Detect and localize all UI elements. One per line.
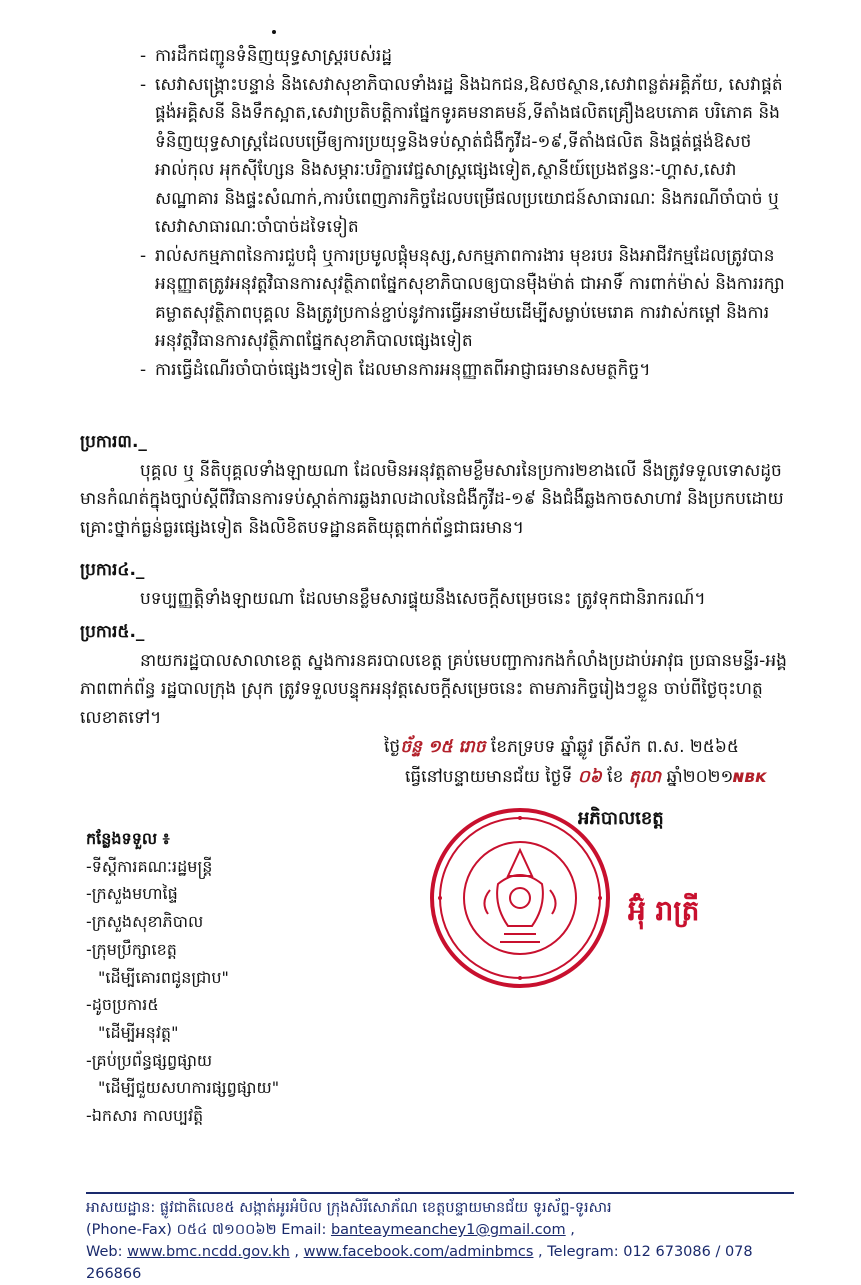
web-label: Web: [86,1244,128,1260]
facebook-link[interactable]: www.facebook.com/adminbmcs [303,1244,534,1260]
place-date-line [405,766,766,791]
handwritten-initials: ɴʙᴋ [733,767,767,787]
recipient-note: "ដើម្បីអនុវត្ត" [98,1022,179,1042]
date-prefix: ថ្ងៃ [384,737,401,757]
footer-divider [86,1192,794,1194]
article-5 [80,618,800,732]
article-text: បទប្បញ្ញត្តិទាំងឡាយណា ដែលមានខ្លឹមសារផ្ទុយនឹងសេចក្តីសម្រេចនេះ ត្រូវទុកជានិរាករណ៍។ [140,588,706,609]
article-text: នាយករដ្ឋបាលសាលាខេត្ត ស្នងការនគរបាលខេត្ត គ្រប់មេបញ្ជាការកងកំលាំងប្រដាប់អាវុធ ប្រធានមន្ទីរ-អង្គភាពពាក់ព័ន្ធ រដ្ឋបាលក្រុង ស្រុក ត្រូវទទួលបន្ទុកអនុវត្តសេចក្តីសម្រេចនេះ តាមភារកិច្ចរៀងៗខ្លួន ចាប់ពីថ្ងៃចុះហត្ថលេខាតទៅ។ [80,650,787,728]
handwritten-day: ច័ន្ទ ១៥ រោច [400,737,486,757]
bullet-item: - សេវាសង្គ្រោះបន្ទាន់ និងសេវាសុខាភិបាលទាំងរដ្ឋ និងឯកជន,ឱសថស្ថាន,សេវាពន្លត់អគ្គិភ័យ, សេវាផ្គត់ផ្គង់អគ្គិសនី និងទឹកស្អាត,សេវាប្រតិបត្តិការផ្នែកទូរគមនាគមន៍,ទីតាំងផលិតគ្រឿងឧបភោគ បរិភោគ និងទំនិញយុទ្ធសាស្ត្រដែលបម្រើឲ្យការប្រយុទ្ធនិងទប់ស្កាត់ជំងឺកូវីដ-១៩,ទីតាំងផលិត និងផ្គត់ផ្គង់ឱសថ អាល់កុល អុកស៊ីហ្សែន និងសម្ភារៈបរិក្ខារវេជ្ជសាស្ត្រផ្សេងទៀត,ស្ថានីយ៍ប្រេងឥន្ធនៈ-ហ្គាស,សេវាសណ្ឋាគារ និងផ្ទះសំណាក់,ការបំពេញភារកិច្ចដែលបម្រើផលប្រយោជន៍សាធារណៈ និងករណីចាំបាច់ ឬសេវាសាធារណៈចាំបាច់ដទៃទៀត [140,71,800,242]
bullet-item: - ការធ្វើដំណើរចាំបាច់ផ្សេងៗទៀត ដែលមានការអនុញ្ញាតពីអាជ្ញាធរមានសមត្ថកិច្ច។ [140,356,800,385]
website-link[interactable]: www.bmc.ncdd.gov.kh [127,1244,290,1260]
recipient-item: -ឯកសារ កាលប្បវត្តិ [86,1106,204,1126]
lunar-date-line [384,736,739,761]
article-text: បុគ្គល ឬ នីតិបុគ្គលទាំងឡាយណា ដែលមិនអនុវត្តតាមខ្លឹមសារនៃប្រការ២ខាងលើ នឹងត្រូវទទួលទោសដូចមានកំណត់ក្នុងច្បាប់ស្តីពីវិធានការទប់ស្កាត់ការឆ្លងរាលដាលនៃជំងឺកូវីដ-១៩ និងជំងឺឆ្លងកាចសាហាវ និងប្រកបដោយគ្រោះថ្នាក់ធ្ងន់ធ្ងរផ្សេងទៀត និងលិខិតបទដ្ឋានគតិយុត្តពាក់ព័ន្ធជាធរមាន។ [80,460,784,538]
telegram-label: , Telegram: [533,1244,624,1260]
recipient-note: "ដើម្បីគោរពជូនជ្រាប" [98,967,229,987]
mark-dot [272,30,276,34]
recipients-title: កន្លែងទទួល ៖ [86,829,170,848]
date-rest: ខែភទ្របទ ឆ្នាំឆ្លូវ ត្រីស័ក ព.ស. ២៥៦៥ [485,737,739,757]
month-prefix: ខែ [601,767,629,787]
governor-title: អភិបាលខេត្ត [578,808,664,829]
handwritten-month: តុលា [628,767,662,787]
article-heading: ប្រការ៣._ [80,432,147,452]
email-label: Email: [276,1222,331,1238]
recipient-item: -ក្រុមប្រឹក្សាខេត្ត [86,939,177,959]
article-heading: ប្រការ៥._ [80,622,145,642]
article-3 [80,428,800,542]
handwritten-day-number: ០៦ [577,767,602,787]
recipient-item: -ក្រសួងសុខាភិបាល [86,912,204,932]
telegram-numbers: 012 673086 / 078 266866 [86,1244,753,1282]
bullet-list [140,42,800,384]
footer-contact-line: (Phone-Fax) ០៥៤ ៧១០០៦២ Email: banteaymeanchey1@gmail.com , [86,1222,575,1238]
signature-name: អ៊ុំ រាត្រី [628,894,700,927]
recipient-note: "ដើម្បីជួយសហការផ្សព្វផ្សាយ" [98,1078,280,1098]
email-link[interactable]: banteaymeanchey1@gmail.com [330,1222,566,1238]
official-seal-icon [428,806,613,991]
bullet-item: - ការដឹកជញ្ជូនទំនិញយុទ្ធសាស្ត្ររបស់រដ្ឋ [140,42,800,71]
recipient-item: -ក្រសួងមហាផ្ទៃ [86,884,178,904]
phone-number: ០៥៤ ៧១០០៦២ [176,1222,277,1238]
phone-label: (Phone-Fax) [86,1222,177,1238]
recipient-item: -ដូចប្រការ៥ [86,995,159,1015]
place-prefix: ធ្វើនៅបន្ទាយមានជ័យ ថ្ងៃទី [405,767,578,787]
bullet-item: - រាល់សកម្មភាពនៃការជួបជុំ ឬការប្រមូលផ្តុំមនុស្ស,សកម្មភាពការងារ មុខរបរ និងអាជីវកម្មដែលត្រូវបានអនុញ្ញាតត្រូវអនុវត្តវិធានការសុវត្ថិភាពផ្នែកសុខាភិបាលឲ្យបានម៉ឺងម៉ាត់ ជាអាទិ៍ ការពាក់ម៉ាស់ និងការរក្សាគម្លាតសុវត្ថិភាពបុគ្គល និងត្រូវប្រកាន់ខ្ជាប់នូវការធ្វើអនាម័យដើម្បីសម្លាប់មេរោគ ការវាស់កម្តៅ និងការអនុវត្តវិធានការសុវត្ថិភាពផ្នែកសុខាភិបាលផ្សេងទៀត [140,242,800,356]
recipients-list [86,825,279,1130]
footer-address: អាសយដ្ឋាន: ផ្លូវជាតិលេខ៥ សង្កាត់អូរអំបិល ក្រុងសិរីសោភ័ណ ខេត្តបន្ទាយមានជ័យ ទូរស័ព្ទ-ទូរសារ [86,1200,612,1216]
year: ឆ្នាំ២០២១ [661,767,734,787]
article-heading: ប្រការ៤._ [80,560,145,580]
recipient-item: -គ្រប់ប្រព័ន្ធផ្សព្វផ្សាយ [86,1050,213,1070]
article-4 [80,556,800,613]
recipient-item: -ទីស្តីការគណៈរដ្ឋមន្ត្រី [86,856,213,876]
footer-web-line: Web: www.bmc.ncdd.gov.kh , www.facebook.com/adminbmcs , Telegram: 012 673086 / 078 266866 [86,1244,753,1282]
footer [86,1197,794,1285]
